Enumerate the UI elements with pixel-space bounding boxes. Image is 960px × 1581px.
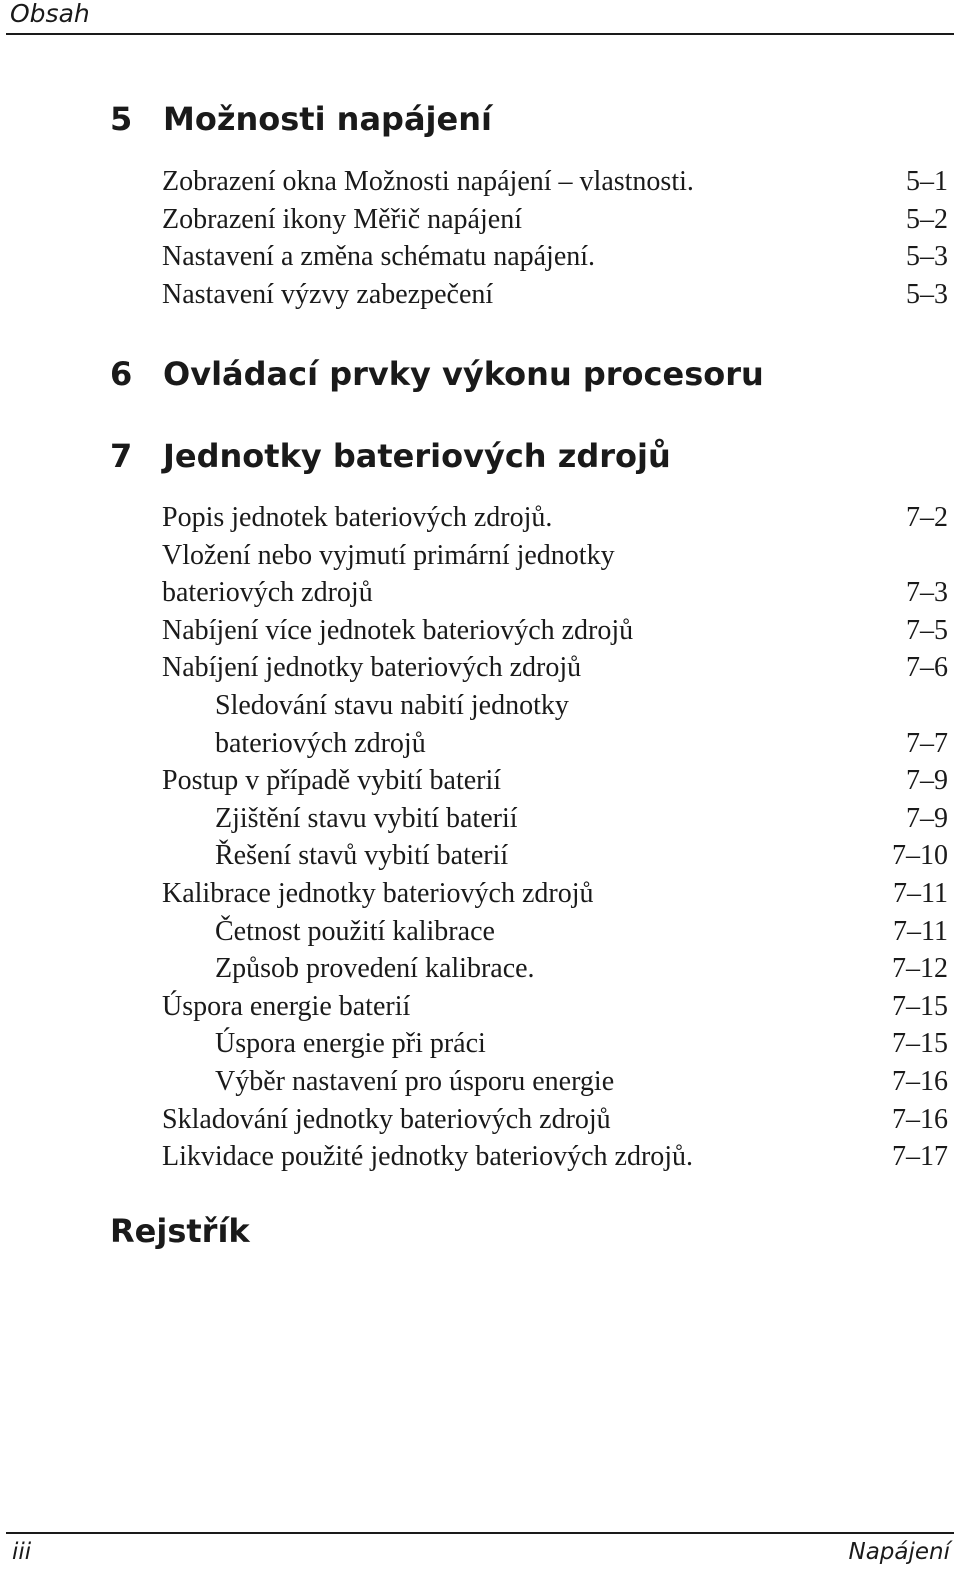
toc-entry-page: 5–2 [896,201,948,239]
toc-entry-title: Výběr nastavení pro úsporu energie [215,1063,618,1101]
toc-entry-page: 7–16 [882,1101,948,1139]
toc-subentry[interactable] [215,950,948,988]
toc-entry[interactable] [162,238,948,276]
toc-entry-title: Postup v případě vybití baterií [162,762,505,800]
chapter-title: Možnosti napájení [163,100,492,138]
toc-entry[interactable] [162,201,948,239]
toc-entry[interactable] [162,1138,948,1176]
chapter-7-heading[interactable] [110,436,671,476]
toc-entry-title: Zobrazení okna Možnosti napájení – vlastnosti. [162,163,698,201]
footer-section-title: Napájení [848,1539,950,1565]
toc-entry-page: 7–16 [882,1063,948,1101]
toc-entry-title: Řešení stavů vybití baterií [215,837,512,875]
toc-subentry[interactable] [215,1063,948,1101]
toc-entry-page: 5–3 [896,276,948,314]
toc-entry-title: Vložení nebo vyjmutí primární jednotky [162,537,619,575]
toc-subentry[interactable] [215,800,948,838]
toc-subentry[interactable] [215,913,948,951]
toc-entry-page: 7–15 [882,1025,948,1063]
toc-entry-title: Sledování stavu nabití jednotky [215,687,573,725]
toc-entry-page: 7–15 [882,988,948,1026]
toc-entry-title: Kalibrace jednotky bateriových zdrojů [162,875,598,913]
chapter-title: Jednotky bateriových zdrojů [163,437,671,475]
toc-subentry[interactable] [215,837,948,875]
page-number: iii [12,1539,32,1565]
toc-entry-page: 7–17 [882,1138,948,1176]
chapter-title: Rejstřík [110,1212,250,1250]
toc-entry-title: Nastavení výzvy zabezpečení [162,276,497,314]
toc-entry[interactable] [162,1101,948,1139]
toc-entry-title: Zobrazení ikony Měřič napájení [162,201,526,239]
toc-subentry[interactable] [215,1025,948,1063]
toc-entry[interactable] [162,649,948,687]
toc-entry-title: Úspora energie baterií [162,988,414,1026]
toc-entry-page: 7–2 [896,499,948,537]
toc-entry[interactable] [162,499,948,537]
toc-entry-title: Nabíjení více jednotek bateriových zdrojů [162,612,637,650]
chapter-6-heading[interactable] [110,354,764,394]
toc-entry-title: Likvidace použité jednotky bateriových zdrojů. [162,1138,697,1176]
chapter-5-toc [162,163,948,313]
toc-entry-title: Četnost použití kalibrace [215,913,499,951]
toc-entry-title: Popis jednotek bateriových zdrojů. [162,499,556,537]
toc-entry-page: 5–1 [896,163,948,201]
chapter-5-heading[interactable] [110,99,492,139]
index-heading[interactable] [110,1211,250,1251]
chapter-title: Ovládací prvky výkonu procesoru [163,355,764,393]
toc-entry[interactable] [162,276,948,314]
toc-entry-page: 7–3 [896,574,948,612]
toc-entry[interactable] [162,574,948,612]
toc-entry-title: Zjištění stavu vybití baterií [215,800,522,838]
toc-entry-title: Způsob provedení kalibrace. [215,950,539,988]
toc-entry-title: bateriových zdrojů [162,574,377,612]
toc-entry-page: 7–11 [883,913,948,951]
toc-entry-page: 7–9 [896,800,948,838]
toc-entry-page: 7–12 [882,950,948,988]
toc-entry[interactable] [162,163,948,201]
chapter-number: 6 [110,355,133,393]
toc-entry-title: bateriových zdrojů [215,725,430,763]
toc-entry[interactable] [162,875,948,913]
toc-entry[interactable] [162,612,948,650]
toc-entry-title: Nabíjení jednotky bateriových zdrojů [162,649,585,687]
running-head: Obsah [10,0,90,28]
toc-entry-page: 7–7 [896,725,948,763]
footer-rule [6,1532,954,1534]
toc-entry-page: 7–11 [883,875,948,913]
toc-entry-page: 7–10 [882,837,948,875]
toc-entry-title: Nastavení a změna schématu napájení. [162,238,599,276]
toc-entry-page: 7–9 [896,762,948,800]
toc-subentry[interactable] [215,725,948,763]
toc-entry[interactable] [162,537,948,575]
toc-entry-title: Úspora energie při práci [215,1025,490,1063]
toc-entry-page: 5–3 [896,238,948,276]
toc-entry[interactable] [162,762,948,800]
chapter-7-toc [162,499,948,1176]
toc-entry[interactable] [162,988,948,1026]
toc-subentry[interactable] [215,687,948,725]
toc-entry-page: 7–6 [896,649,948,687]
chapter-number: 5 [110,100,133,138]
toc-entry-title: Skladování jednotky bateriových zdrojů [162,1101,615,1139]
header-rule [6,33,954,35]
toc-entry-page: 7–5 [896,612,948,650]
chapter-number: 7 [110,437,133,475]
